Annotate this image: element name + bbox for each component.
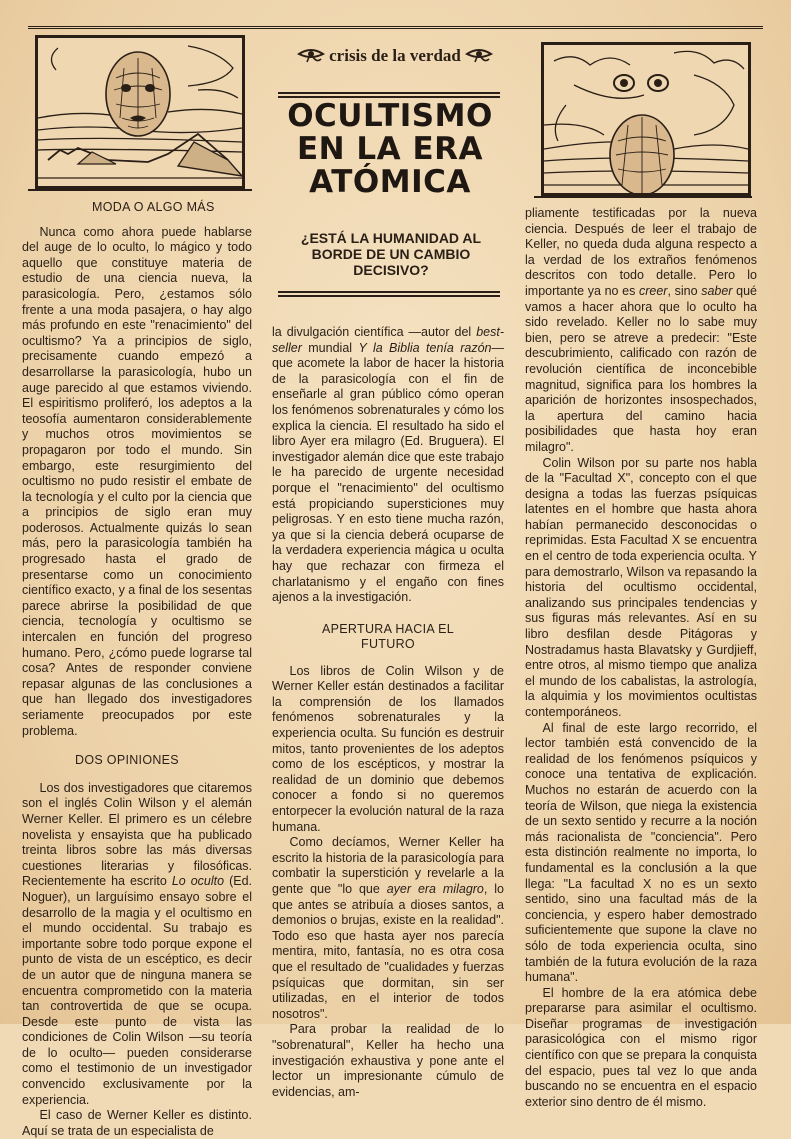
paragraph: El hombre de la era atómica debe prepararse para asimilar el ocultismo. Diseñar programas de investigación parasicológica con el mismo rigor científico con que se prepara la conquista del espacio, pues tal vez lo que anda buscando no se encuentra en el espacio exterior sino dentro de él mismo.: [525, 985, 757, 1109]
book-title: ayer era milagro: [386, 882, 484, 896]
series-title: [270, 46, 520, 68]
text-run: Como decíamos, Werner Keller ha escrito la historia de la parasicología para combatir la superstición y revelarle a la gente que "lo que: [272, 835, 504, 896]
italic-term: creer: [638, 283, 668, 298]
article-column-3: [525, 206, 757, 1110]
right-art-rule: [534, 196, 752, 198]
headline: [262, 100, 518, 199]
text-run: qué vamos a hacer ahora que lo oculto ha sido revelado. Keller no lo sabe muy bien, pero se atreve a predecir: "Este descubrimiento, calificado con razón de revolución científica de inconcebible magnitud, significa para los hombres la aparición de horizontes insospechados, la apertura del camino hacia posibilidades que hasta hoy eran milagro".: [525, 283, 757, 454]
paragraph: Para probar la realidad de lo "sobrenatural", Keller ha hecho una investigación exhaustiva y pone ante el lector un impresionante cúmulo de evidencias, am-: [272, 1022, 504, 1099]
illustration-eyes-head: [541, 42, 751, 196]
left-art-rule: [28, 189, 252, 191]
book-title: Y la Biblia tenía razón: [358, 340, 492, 355]
headline-line-1: OCULTISMO: [287, 98, 493, 134]
article-column-1: [22, 200, 252, 1139]
subhead-rule-2: [278, 295, 500, 297]
article-column-2: [272, 325, 504, 1100]
text-run: — que acomete la labor de hacer la historia de la parasicología con el fin de enseñarle al gran público cómo operan los fenómenos sobrenaturales y cómo los explica la ciencia. El resultado ha sido el libro Ayer era milagro (Ed. Bruguera). El investigador alemán dice que este trabajo le ha parecido de urgente necesidad porque el "renacimiento" del ocultismo está propiciando supersticiones muy peligrosas. Y en esto tiene mucha razón, ya que si la ciencia deberá ocuparse de la verdadera experiencia mágica u oculta hay que rechazar con firmeza el charlatanismo y el engaño con fines ajenos a la investigación.: [272, 340, 504, 605]
paragraph: Los libros de Colin Wilson y de Werner Keller están destinados a facilitar la comprensión de los llamados fenómenos sobrenaturales y la experiencia oculta. Su función es destruir mitos, tanto provenientes de los adeptos como de los escépticos, y mostrar la realidad de un dominio que debemos conocer a fondo si no queremos entorpecer la evolución natural de la raza humana.: [272, 663, 504, 834]
paragraph: Al final de este largo recorrido, el lector también está convencido de la realidad de los fenómenos psíquicos y conoce una tentativa de explicación. Muchos no estarán de acuerdo con la teoría de Wilson, que niega la existencia de un sexto sentido y recurre a la noción más racionalista de "conciencia". Pero esta distinción realmente no importa, lo fundamental es la conclusión a la que llega: "La facultad X no es un sexto sentido, sino una facultad más de la conciencia, y espero haber demostrado suficientemente que supone la clave no sólo de toda experiencia oculta, sino también de la futura evolución de la raza humana".: [525, 720, 757, 985]
eye-of-horus-icon: [297, 47, 325, 68]
text-run: la divulgación científica —autor del: [272, 325, 477, 339]
subhead-rule-1: [278, 291, 500, 293]
text-run: , sino: [667, 283, 702, 298]
italic-term: saber: [701, 283, 733, 298]
subheadline: ¿ESTÁ LA HUMANIDAD AL BORDE DE UN CAMBIO DECISIVO?: [300, 230, 482, 278]
section-heading-dos-opiniones: DOS OPINIONES: [75, 753, 179, 768]
series-title-text: crisis de la verdad: [329, 46, 461, 65]
text-run: pliamente testificadas por la nueva ciencia. Después de leer el trabajo de Keller, no queda duda alguna respecto a la verdad de los extraños fenómenos descritos con todo detalle. Pero lo importante ya no es: [525, 206, 757, 298]
paragraph: [272, 835, 504, 1022]
section-heading-apertura: APERTURA HACIA EL FUTURO: [322, 621, 454, 651]
paragraph: [22, 781, 252, 1108]
section-heading-moda: MODA O ALGO MÁS: [92, 200, 215, 214]
italic-term: best-seller: [272, 325, 504, 355]
face-landscape-drawing: [38, 38, 242, 186]
eyes-head-drawing: [544, 45, 748, 193]
headline-top-rule: [278, 92, 500, 94]
illustration-face-landscape: [35, 35, 245, 189]
text-run: (Ed. Noguer), un larguísimo ensayo sobre el desarrollo de la magia y el ocultismo en el mundo occidental. Su trabajo es importante sobre todo porque expone el punto de vista de un escéptico, es decir de un autor que de ninguna manera se encuentra comprometido con la materia tan controvertida de que se ocupa. Desde este punto de vista las condiciones de Colin Wilson —su teoría de lo oculto— pueden considerarse como el testimonio de un investigador convencido exclusivamente por la experiencia.: [22, 874, 253, 1107]
headline-line-3: ATÓMICA: [309, 164, 471, 200]
top-rule: [28, 26, 763, 29]
text-run: Los dos investigadores que citaremos son el inglés Colin Wilson y el alemán Werner Keller. El primero es un célebre novelista y ensayista que ha publicado treinta libros sobre las más diversas cuestiones literarias y filosóficas. Recientemente ha escrito: [22, 780, 252, 889]
text-run: mundial: [301, 340, 359, 355]
headline-line-2: EN LA ERA: [297, 131, 483, 167]
paragraph: [525, 206, 757, 456]
paragraph: Colin Wilson por su parte nos habla de la "Facultad X", concepto con el que designa a todas las fuerzas psíquicas latentes en el hombre que hasta ahora habían permanecido desconocidas o reprimidas. Esta Facultad X se encuentra en el centro de toda experiencia oculta. Y para demostrarlo, Wilson va repasando la historia del ocultismo occidental, analizando sus principales tendencias y sus figuras más relevantes. Así en su libro desfilan desde Pitágoras y Nostradamus hasta Blavatsky y Gurdjieff, entre otros, al mismo tiempo que analiza el mundo de los cabalistas, la astrología, la alquimia y los movimientos ocultistas contemporáneos.: [525, 455, 757, 719]
paragraph: [272, 325, 504, 606]
book-title: Lo oculto: [171, 874, 225, 889]
paragraph: El caso de Werner Keller es distinto. Aquí se trata de un especialista de: [22, 1108, 252, 1138]
eye-of-horus-icon: [465, 47, 493, 68]
text-run: , lo que antes se atribuía a dioses santos, a demonios o brujas, existe en la realidad". Todo eso que hasta ayer nos parecía mentira, mito, fantasía, no es otra cosa que el resultado de "cualidades y fuerzas psíquicas que dormitan, sin ser utilizadas, en el interior de todos nosotros".: [272, 882, 504, 1021]
paragraph: Nunca como ahora puede hablarse del auge de lo oculto, lo mágico y todo aquello que constituye materia de estudio de una ciencia nueva, la parasicología. Pero, ¿estamos sólo frente a una moda pasajera, o hay algo más profundo en este "renacimiento" del ocultismo? Ya a principios de siglo, precisamente cuando empezó a desarrollarse la parasicología, hubo un auge parecido al que estamos viviendo. El espiritismo proliferó, los adeptos a la teosofía aumentaron considerablemente y muchos otros movimientos se propagaron por todo el mundo. Sin embargo, este resurgimiento del ocultismo no pudo resistir el embate de la tecnología y el culto por la ciencia que a principios de siglo eran muy poderosos. Actualmente quizás lo sean más, pero la parasicología también ha progresado hasta el grado de presentarse como un conocimiento científico exacto, y a final de los sesentas parece abrirse la posibilidad de que ciencia, tecnología y ocultismo se intercalen en función del progreso humano. Pero, ¿cómo puede lograrse tal cosa? Antes de responder conviene repasar algunas de las conclusiones a que han llegado dos investigadores seriamente preocupados por este problema.: [22, 224, 252, 738]
